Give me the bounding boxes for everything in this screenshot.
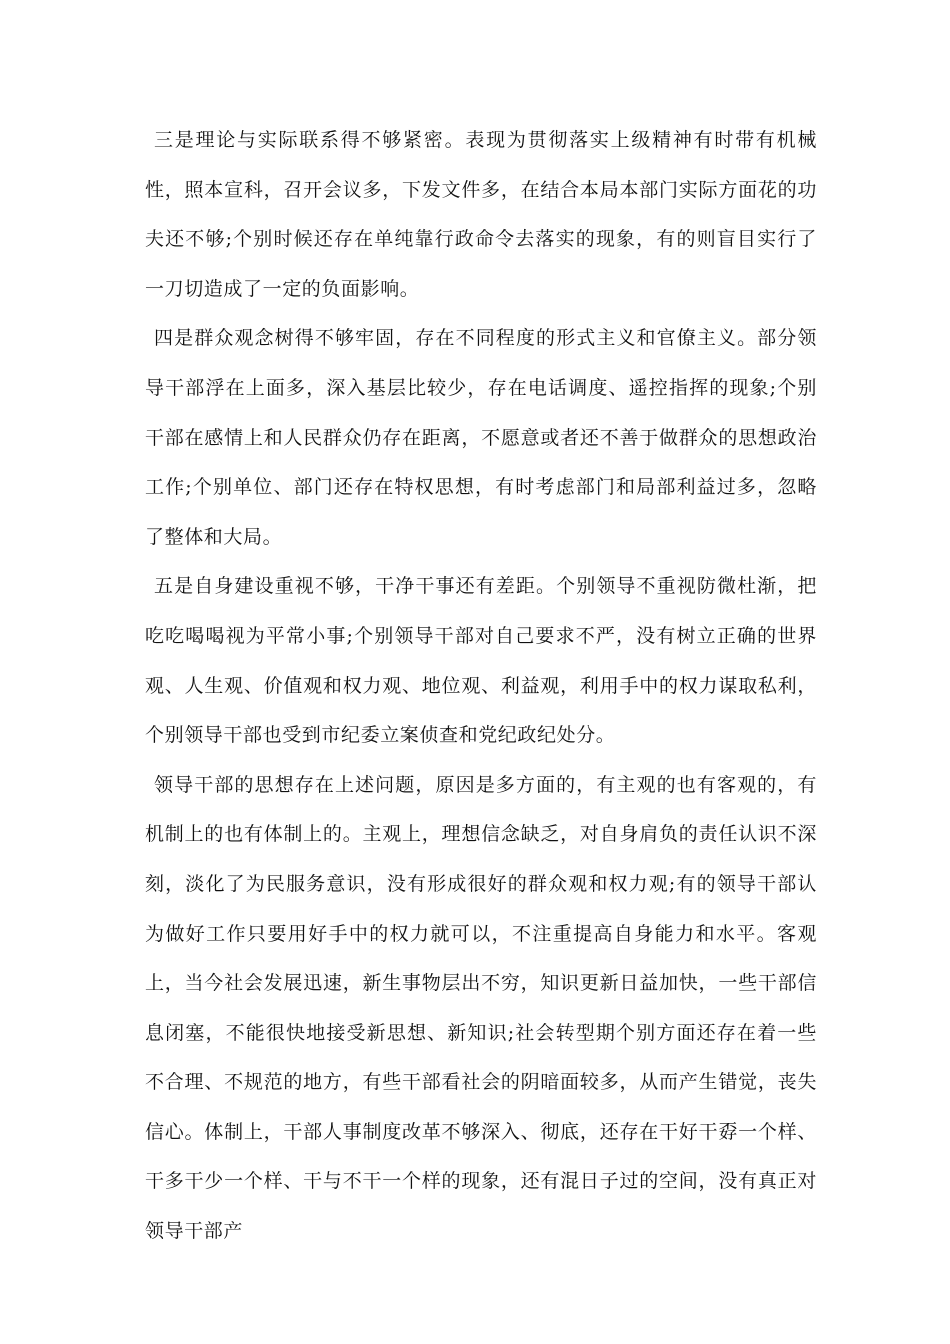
paragraph-causes: 领导干部的思想存在上述问题，原因是多方面的，有主观的也有客观的，有机制上的也有体制上的。主观上，理想信念缺乏，对自身肩负的责任认识不深刻，淡化了为民服务意识，没有形成很好的群众观和权力观;有的领导干部认为做好工作只要用好手中的权力就可以，不注重提高自身能力和水平。客观上，当今社会发展迅速，新生事物层出不穷，知识更新日益加快，一些干部信息闭塞，不能很快地接受新思想、新知识;社会转型期个别方面还存在着一些不合理、不规范的地方，有些干部看社会的阴暗面较多，从而产生错觉，丧失信心。体制上，干部人事制度改革不够深入、彻底，还存在干好干孬一个样、干多干少一个样、干与不干一个样的现象，还有混日子过的空间，没有真正对领导干部产 xyxy=(145,773,817,1243)
document-body xyxy=(145,116,817,1257)
paragraph-issue-three: 三是理论与实际联系得不够紧密。表现为贯彻落实上级精神有时带有机械性，照本宣科，召开会议多，下发文件多，在结合本局本部门实际方面花的功夫还不够;个别时候还存在单纯靠行政命令去落实的现象，有的则盲目实行了一刀切造成了一定的负面影响。 xyxy=(145,129,817,300)
paragraph-issue-five: 五是自身建设重视不够，干净干事还有差距。个别领导不重视防微杜渐，把吃吃喝喝视为平常小事;个别领导干部对自己要求不严，没有树立正确的世界观、人生观、价值观和权力观、地位观、利益观，利用手中的权力谋取私利，个别领导干部也受到市纪委立案侦查和党纪政纪处分。 xyxy=(145,575,817,747)
paragraph-issue-four: 四是群众观念树得不够牢固，存在不同程度的形式主义和官僚主义。部分领导干部浮在上面多，深入基层比较少，存在电话调度、遥控指挥的现象;个别干部在感情上和人民群众仍存在距离，不愿意或者还不善于做群众的思想政治工作;个别单位、部门还存在特权思想，有时考虑部门和局部利益过多，忽略了整体和大局。 xyxy=(145,327,817,548)
